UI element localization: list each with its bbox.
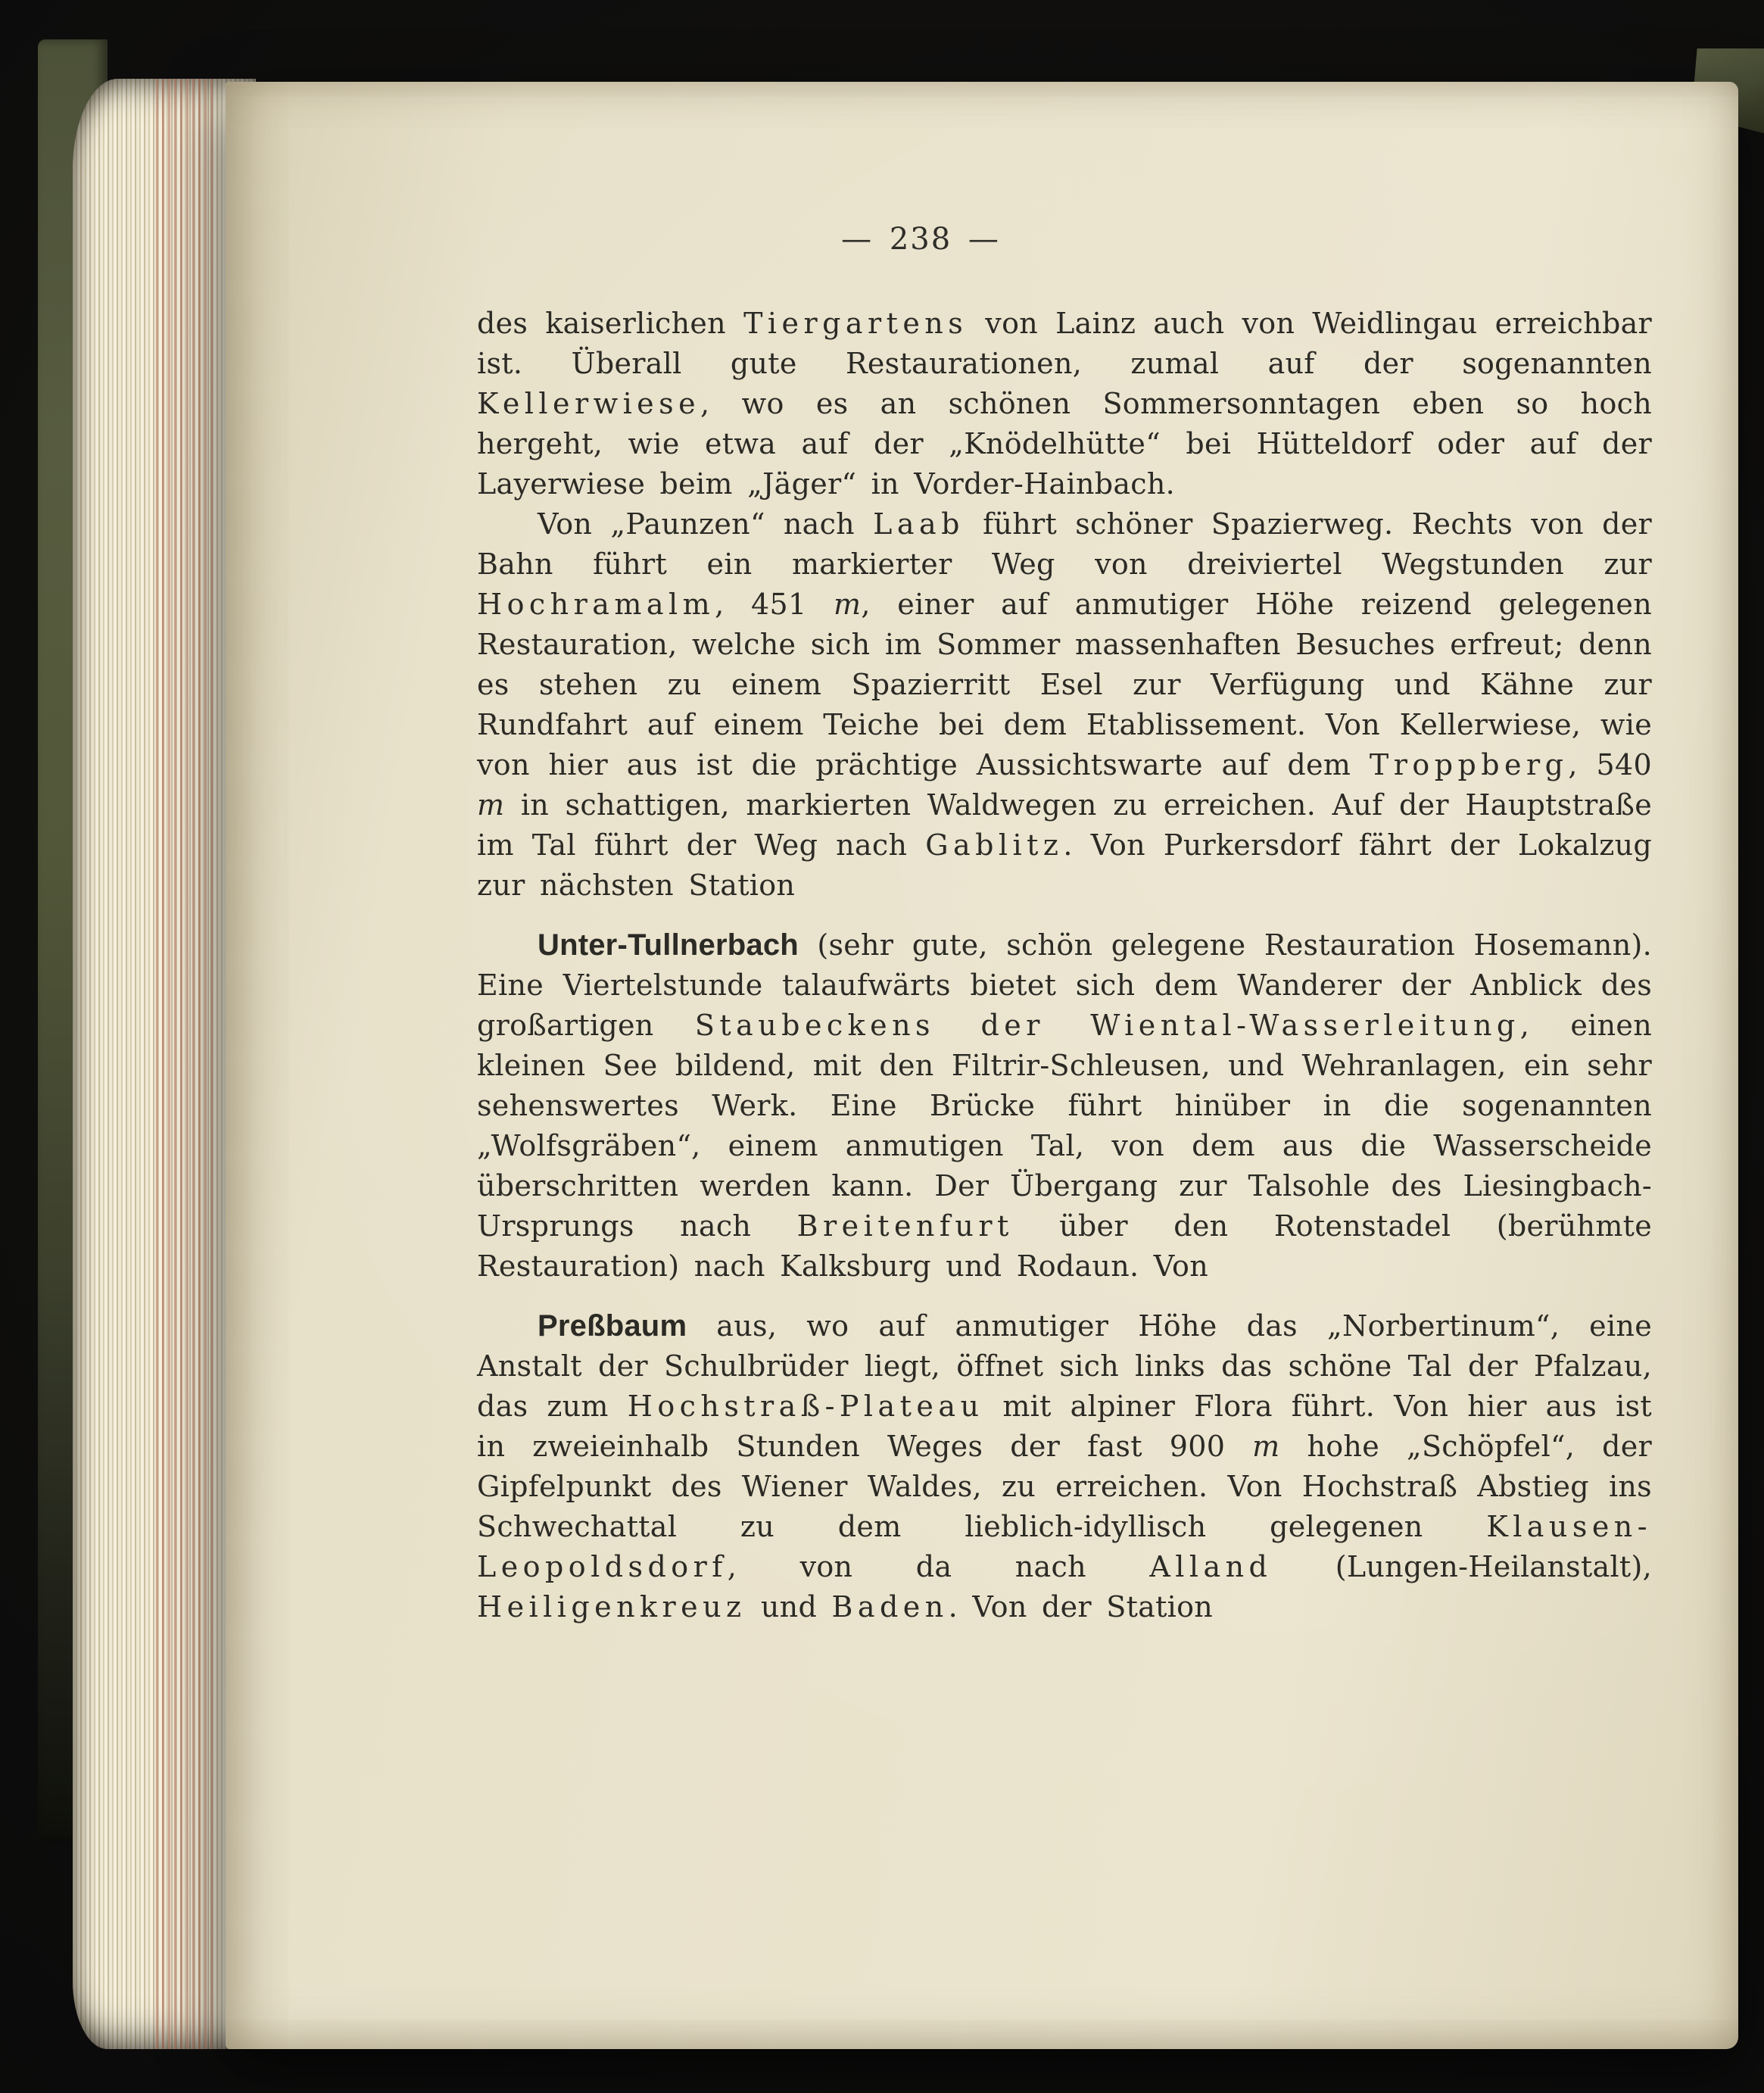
text-run: , 451 xyxy=(715,588,834,621)
text-run: . Von Purkersdorf fährt der Lokalzug zur nächsten Station xyxy=(477,828,1653,902)
spaced-run: Klausen-Leopoldsdorf xyxy=(477,1510,1652,1583)
spaced-run: Kellerwiese xyxy=(477,387,701,420)
text-run: (Lungen-Heilanstalt), xyxy=(1272,1550,1652,1583)
spaced-run: Gablitz xyxy=(925,828,1064,862)
text-run: . Von der Station xyxy=(948,1590,1214,1624)
text-run: (sehr gute, schön gelegene Restauration Hosemann). Eine Viertelstunde talaufwärts bietet sich dem Wanderer der Anblick des großartigen xyxy=(477,928,1652,1042)
text-run: , einen kleinen See bildend, mit den Filtrir-Schleusen, und Wehranlagen, ein sehr sehenswertes Werk. Eine Brücke führt hinüber in die sogenannten „Wolfsgräben“, einem anmutigen Tal, von dem aus die Wasserscheide überschritten werden kann. Der Übergang zur Talsohle des Liesingbach-Ursprungs nach xyxy=(477,1009,1652,1243)
text-run: in schattigen, markierten Waldwegen zu erreichen. Auf der Hauptstraße im Tal führt der Weg nach xyxy=(477,788,1652,862)
italic-run: m xyxy=(477,788,505,822)
text-run: des kaiserlichen xyxy=(477,307,744,340)
text-run: , 540 xyxy=(1568,748,1652,781)
spaced-run: Breitenfurt xyxy=(796,1209,1014,1243)
spaced-run: Tiergartens xyxy=(743,307,968,340)
paragraph xyxy=(477,504,1652,906)
paragraph xyxy=(477,925,1652,1287)
italic-run: m xyxy=(1252,1430,1280,1463)
text-run: führt schöner Spazierweg. Rechts von der Bahn führt ein markierter Weg von dreiviertel Wegstunden zur xyxy=(477,507,1653,581)
book-page xyxy=(226,82,1738,2049)
spaced-run: Hochstraß-Plateau xyxy=(627,1390,984,1423)
text-run: von Lainz auch von Weidlingau erreichbar ist. Überall gute Restaurationen, zumal auf der sogenannten xyxy=(477,307,1652,380)
text-run: , von da nach xyxy=(727,1550,1150,1583)
spaced-run: Hochramalm xyxy=(477,588,715,621)
paragraph xyxy=(477,1306,1652,1627)
paragraph xyxy=(477,304,1652,504)
page-stack-red-edges xyxy=(156,79,215,2049)
text-run: über den Rotenstadel (berühmte Restauration) nach Kalksburg und Rodaun. Von xyxy=(477,1209,1653,1283)
italic-run: m xyxy=(834,588,862,621)
text-run: mit alpiner Flora führt. Von hier aus ist in zweieinhalb Stunden Weges der fast 900 xyxy=(477,1390,1652,1463)
heading-run: Unter-Tullnerbach xyxy=(538,928,799,962)
text-run: , wo es an schönen Sommersonntagen eben so hoch hergeht, wie etwa auf der „Knödelhütte“ bei Hütteldorf oder auf der Layerwiese beim „Jäger“ in Vorder-Hainbach. xyxy=(477,387,1652,501)
text-run: Von „Paunzen“ nach xyxy=(538,507,874,541)
spaced-run: Laab xyxy=(873,507,965,541)
heading-run: Preßbaum xyxy=(538,1309,687,1343)
text-run: hohe „Schöpfel“, der Gipfelpunkt des Wiener Waldes, zu erreichen. Von Hochstraß Abstieg ins Schwechattal zu dem lieblich-idyllisch gelegenen xyxy=(477,1430,1652,1543)
page-text xyxy=(477,304,1652,1627)
text-run: und xyxy=(746,1590,832,1624)
text-run: , einer auf anmutiger Höhe reizend gelegenen Restauration, welche sich im Sommer massenhaften Besuches erfreut; denn es stehen zu einem Spazierritt Esel zur Verfügung und Kähne zur Rundfahrt auf einem Teiche bei dem Etablissement. Von Kellerwiese, wie von hier aus ist die prächtige Aussichtswarte auf dem xyxy=(477,588,1652,781)
text-run: aus, wo auf anmutiger Höhe das „Norbertinum“, eine Anstalt der Schulbrüder liegt, öffnet sich links das schöne Tal der Pfalzau, das zum xyxy=(477,1309,1652,1423)
spaced-run: Baden xyxy=(831,1590,949,1624)
spaced-run: Staubeckens der Wiental-Wasserleitung xyxy=(694,1009,1520,1042)
spaced-run: Heiligenkreuz xyxy=(477,1590,746,1624)
page-number: — 238 — xyxy=(841,222,1000,257)
spaced-run: Troppberg xyxy=(1369,748,1569,781)
page-text-block xyxy=(477,220,1652,1627)
spaced-run: Alland xyxy=(1149,1550,1273,1583)
